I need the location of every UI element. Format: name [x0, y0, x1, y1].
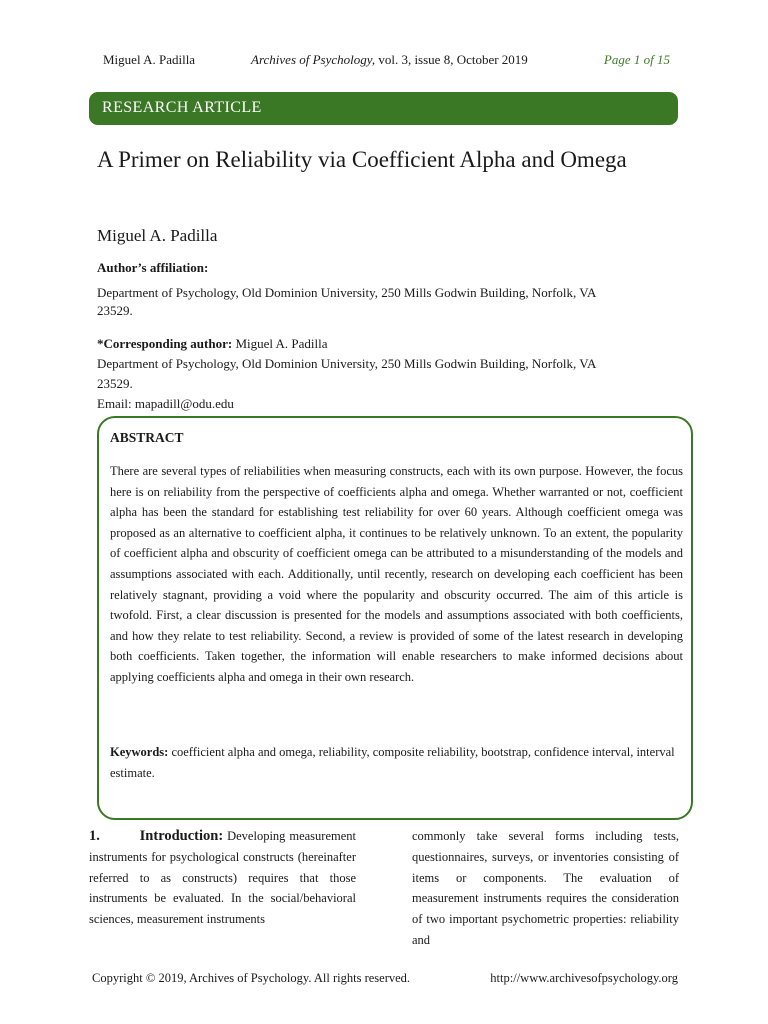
article-author: Miguel A. Padilla — [97, 226, 218, 245]
affiliation-text: Department of Psychology, Old Dominion University, 250 Mills Godwin Building, Norfolk, VA 23529. — [97, 285, 596, 318]
body-column-right — [412, 826, 679, 951]
keywords-label: Keywords: — [110, 745, 169, 759]
introduction-text-left: Developing measurement instruments for psychological constructs (hereinafter referred to as constructs) requires that those instruments be evaluated. In the social/behavioral sciences, measurement instruments — [89, 829, 356, 927]
body-column-left — [89, 826, 356, 930]
research-article-banner: RESEARCH ARTICLE — [89, 92, 678, 125]
header-page-number: Page 1 of 15 — [603, 52, 670, 67]
abstract-text: There are several types of reliabilities when measuring constructs, each with its own purpose. However, the focus here is on reliability from the perspective of coefficients alpha and omega. Whether warranted or not, coefficient alpha has been the standard for establishing test reliability for over 60 years. Although coefficient omega was proposed as an alternative to coefficient alpha, it continues to be relatively unknown. To an extent, the popularity of coefficient alpha and obscurity of coefficient omega can be attributed to a misunderstanding of the models and assumptions associated with each. Additionally, until recently, research on developing each coefficient has been relatively stagnant, providing a void where the popularity and obscurity occurred. The aim of this article is twofold. First, a clear discussion is presented for the models and assumptions associated with both coefficients, and how they relate to test reliability. Second, a review is provided of some of the latest research in developing both coefficients. Taken together, the information will enable researchers to make informed decisions about applying coefficients alpha and omega in their own research. — [110, 464, 683, 684]
introduction-heading: 1. Introduction: — [89, 828, 224, 844]
header-author: Miguel A. Padilla — [103, 52, 196, 67]
corresponding-author-email: Email: mapadill@odu.edu — [97, 396, 234, 411]
running-header — [103, 52, 670, 70]
keywords — [110, 742, 683, 784]
header-journal-issue: vol. 3, issue 8, October 2019 — [375, 52, 528, 67]
abstract-heading: ABSTRACT — [110, 430, 184, 445]
header-journal — [251, 52, 528, 68]
keywords-text: coefficient alpha and omega, reliability, composite reliability, bootstrap, confidence interval, interval estimate. — [110, 745, 675, 780]
footer-copyright: Copyright © 2019, Archives of Psychology. All rights reserved. — [92, 971, 411, 985]
introduction-text-right: commonly take several forms including tests, questionnaires, surveys, or inventories consisting of items or components. The evaluation of measurement instruments requires the consideration of two important psychometric properties: reliability and — [412, 829, 679, 947]
corresponding-author-block — [97, 334, 617, 414]
footer-url[interactable]: http://www.archivesofpsychology.org — [490, 971, 678, 985]
corresponding-author-label: *Corresponding author: — [97, 336, 233, 351]
corresponding-author-address: Department of Psychology, Old Dominion University, 250 Mills Godwin Building, Norfolk, VA 23529. — [97, 356, 596, 391]
affiliation-label: Author’s affiliation: — [97, 260, 209, 275]
article-title: A Primer on Reliability via Coefficient Alpha and Omega — [97, 147, 627, 172]
header-journal-name: Archives of Psychology, — [251, 52, 376, 67]
corresponding-author-name: Miguel A. Padilla — [232, 336, 328, 351]
